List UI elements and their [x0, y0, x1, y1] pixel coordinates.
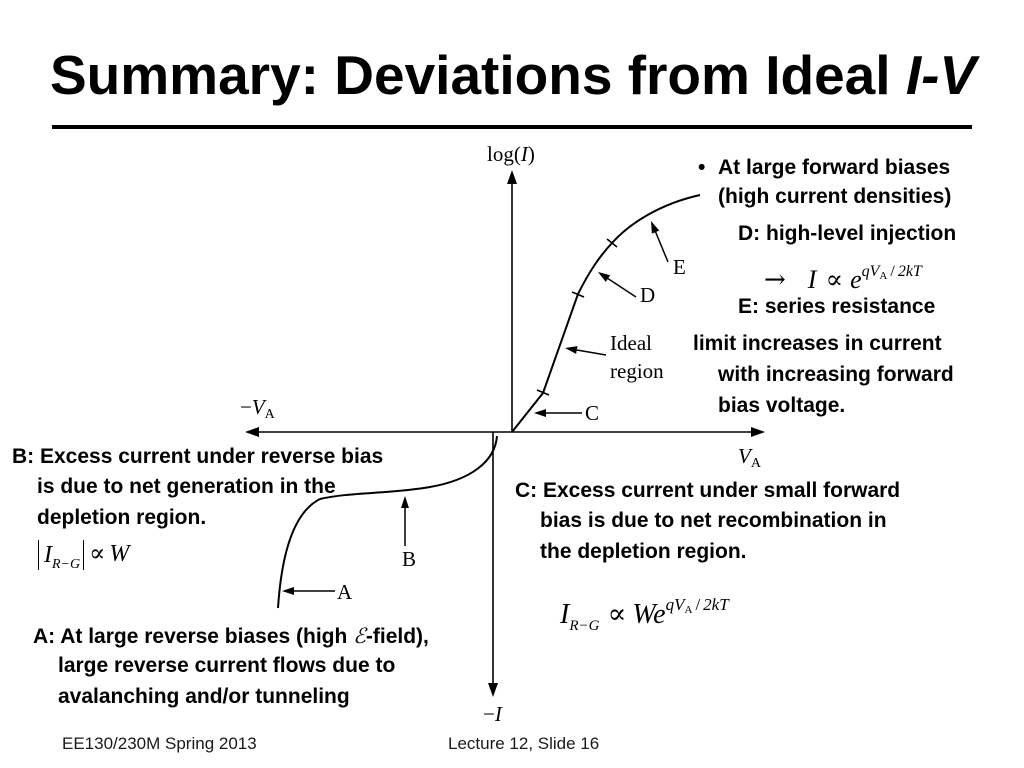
- y-axis-label: [487, 144, 535, 165]
- footer-slide-ref: Lecture 12, Slide 16: [448, 734, 600, 753]
- c-formula-exp-num: qV: [665, 595, 685, 614]
- a-note-line-2: large reverse current flows due to: [58, 654, 396, 677]
- neg-y-axis-sign: −: [483, 702, 495, 726]
- c-formula-exp-slash: /: [695, 595, 701, 614]
- neg-y-axis-var: I: [494, 702, 502, 726]
- x-axis-right-arrowhead: [751, 427, 765, 437]
- b-note-line-1: B: Excess current under reverse bias: [12, 445, 384, 468]
- a-note-line-3: avalanching and/or tunneling: [58, 685, 350, 708]
- region-label-b: B: [402, 547, 417, 571]
- d-formula-exp-sub: A: [879, 270, 888, 282]
- neg-x-axis-var: V: [251, 395, 265, 419]
- x-axis-left-arrowhead: [245, 427, 259, 437]
- b-formula: [38, 538, 130, 573]
- slide-title-emphasis: I-V: [905, 44, 977, 106]
- region-label-ideal-line1: Ideal: [610, 331, 652, 355]
- arrow-d-shaft: [608, 279, 636, 297]
- pos-x-axis-label: [738, 446, 761, 474]
- c-formula-lhs: I: [560, 599, 570, 630]
- a-note-line-1: [33, 621, 429, 652]
- arrow-b-head: [401, 496, 409, 508]
- d-formula-exponent: [862, 255, 922, 293]
- electric-field-symbol: ℰ: [353, 624, 366, 648]
- arrow-c-head: [534, 409, 546, 417]
- y-axis-label-suffix: ): [527, 142, 535, 166]
- bullet-icon: •: [698, 156, 706, 179]
- region-label-d: D: [640, 283, 656, 307]
- neg-x-axis-label: [240, 397, 275, 425]
- y-axis-bottom-arrowhead: [488, 683, 498, 697]
- d-formula-lhs: I: [807, 265, 817, 294]
- c-formula-exp-den: 2kT: [703, 595, 729, 614]
- c-formula-exp-sub: A: [684, 604, 693, 616]
- d-formula-arrow: →: [764, 265, 786, 295]
- b-formula-lhs-sub: R−G: [52, 557, 81, 573]
- d-formula-prop: ∝: [825, 265, 844, 295]
- footer-course: EE130/230M Spring 2013: [62, 734, 257, 753]
- arrow-ideal-shaft: [577, 350, 606, 355]
- d-formula-exp-den: 2kT: [897, 263, 922, 280]
- e-label: E: series resistance: [738, 295, 936, 318]
- c-formula-exponent: [666, 588, 729, 627]
- c-formula-rhs: We: [632, 599, 666, 630]
- d-formula-base: e: [850, 265, 862, 294]
- d-formula: [764, 255, 922, 297]
- limit-note-line-1: limit increases in current: [693, 332, 942, 355]
- b-note-line-3: depletion region.: [37, 506, 207, 529]
- c-formula-lhs-sub: R−G: [569, 618, 600, 634]
- c-formula-prop: ∝: [607, 597, 627, 630]
- forward-note-line-2: (high current densities): [718, 185, 952, 208]
- forward-bias-curve: [512, 195, 700, 432]
- pos-x-axis-sub: A: [750, 456, 761, 471]
- region-label-a: A: [337, 580, 353, 604]
- b-formula-rhs: W: [109, 541, 130, 567]
- b-formula-lhs: I: [44, 542, 52, 569]
- b-note-line-2: is due to net generation in the: [37, 475, 336, 498]
- limit-note-line-2: with increasing forward: [718, 363, 954, 386]
- arrow-ideal-head: [565, 346, 578, 354]
- region-label-e: E: [673, 255, 686, 279]
- c-formula: [560, 588, 729, 643]
- y-axis-label-prefix: log(: [487, 142, 521, 166]
- region-label-ideal-line2: region: [610, 359, 664, 383]
- d-formula-exp-slash: /: [890, 263, 895, 280]
- region-label-c: C: [585, 401, 600, 425]
- c-note-line-3: the depletion region.: [540, 540, 747, 563]
- arrow-e-shaft: [656, 232, 668, 262]
- y-axis-label-var: I: [520, 142, 528, 166]
- slide-title-text: Summary: Deviations from Ideal: [50, 44, 906, 106]
- d-formula-exp-num: qV: [861, 263, 880, 280]
- pos-x-axis-var: V: [738, 444, 751, 468]
- neg-y-axis-label: [483, 704, 502, 725]
- arrow-a-head: [282, 587, 294, 595]
- arrow-e-head: [651, 221, 659, 234]
- b-formula-prop: ∝: [89, 539, 106, 567]
- y-axis-top-arrowhead: [507, 170, 517, 184]
- forward-note-line-1: At large forward biases: [718, 156, 951, 179]
- b-formula-absolute-value: [38, 540, 84, 573]
- c-note-line-2: bias is due to net recombination in: [540, 509, 887, 532]
- d-label: D: high-level injection: [738, 222, 957, 245]
- c-note-line-1: C: Excess current under small forward: [515, 479, 901, 502]
- neg-x-axis-sign: −: [240, 395, 252, 419]
- a-note-line-1-post: -field),: [365, 625, 429, 648]
- arrow-d-head: [598, 272, 610, 282]
- a-note-line-1-pre: A: At large reverse biases (high: [33, 625, 354, 648]
- limit-note-line-3: bias voltage.: [718, 394, 846, 417]
- neg-x-axis-sub: A: [264, 407, 275, 422]
